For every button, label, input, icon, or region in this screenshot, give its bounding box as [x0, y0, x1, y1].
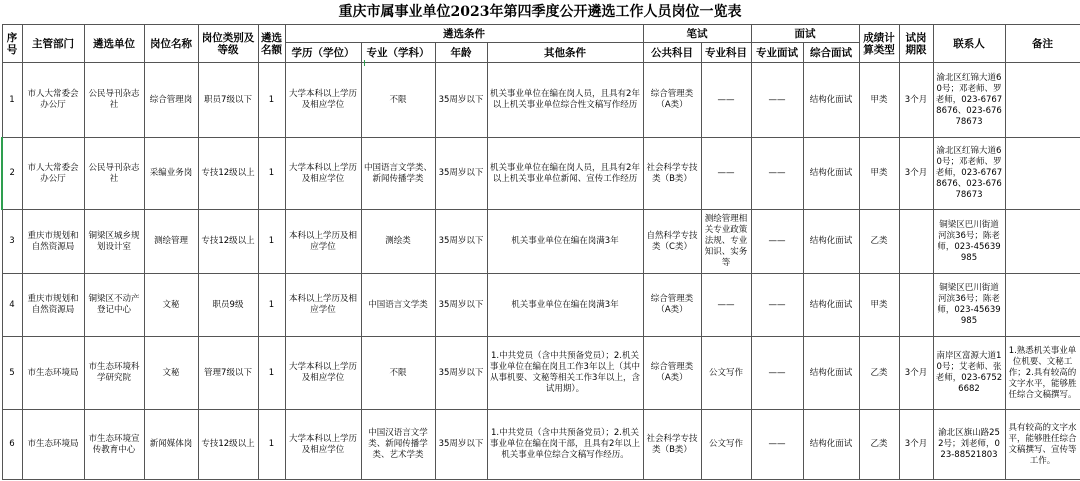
cell-pro-subject: —— — [701, 138, 751, 210]
cell-quota: 1 — [258, 138, 285, 210]
cell-seq: 4 — [2, 274, 22, 337]
cell-trial: 3个月 — [899, 138, 933, 210]
cell-edu: 大学本科以上学历及相应学位 — [285, 337, 361, 410]
cell-major: 中国语言文学类、新闻传播学类 — [361, 138, 435, 210]
cell-contact: 南岸区富源大道10号；艾老师、张老师，023-67526682 — [933, 337, 1005, 410]
cell-trial: 3个月 — [899, 410, 933, 480]
header-unit: 遴选单位 — [84, 25, 144, 63]
cell-unit: 铜梁区不动产登记中心 — [84, 274, 144, 337]
header-category: 岗位类别及等级 — [198, 25, 258, 63]
cell-edu: 大学本科以上学历及相应学位 — [285, 410, 361, 480]
header-notes: 备注 — [1005, 25, 1080, 63]
header-conditions: 遴选条件 — [285, 25, 643, 43]
header-quota: 遴选名额 — [258, 25, 285, 63]
cell-edu: 大学本科以上学历及相应学位 — [285, 138, 361, 210]
page-title: 重庆市属事业单位2023年第四季度公开遴选工作人员岗位一览表 — [338, 4, 742, 20]
cell-category: 职员7级以下 — [198, 63, 258, 138]
cell-comp-interview: 结构化面试 — [803, 410, 859, 480]
header-pro-subject: 专业科目 — [701, 43, 751, 63]
cell-age: 35周岁以下 — [435, 63, 487, 138]
table-row — [2, 337, 1080, 410]
cell-age: 35周岁以下 — [435, 337, 487, 410]
header-comp-interview: 综合面试 — [803, 43, 859, 63]
cell-seq: 5 — [2, 337, 22, 410]
cell-other: 1.中共党员（含中共预备党员）；2.机关事业单位在编在岗干部，且具有2年以上机关事业单位综合文稿写作经历。 — [487, 410, 643, 480]
cell-notes — [1005, 274, 1080, 337]
cell-seq: 1 — [2, 63, 22, 138]
cell-comp-interview: 结构化面试 — [803, 274, 859, 337]
cell-major: 中国语言文学类 — [361, 274, 435, 337]
cell-unit: 市生态环境科学研究院 — [84, 337, 144, 410]
cell-pro-interview: —— — [751, 138, 803, 210]
cell-notes — [1005, 138, 1080, 210]
cell-pro-subject: 公文写作 — [701, 337, 751, 410]
cell-post: 采编业务岗 — [144, 138, 198, 210]
cell-dept: 市生态环境局 — [22, 410, 84, 480]
cell-post: 文秘 — [144, 337, 198, 410]
cell-unit: 铜梁区城乡规划设计室 — [84, 210, 144, 274]
cell-comp-interview: 结构化面试 — [803, 63, 859, 138]
cell-major: 不限 — [361, 337, 435, 410]
table-row — [2, 274, 1080, 337]
header-age: 年龄 — [435, 43, 487, 63]
cell-other: 机关事业单位在编在岗人员，且具有2年以上机关事业单位综合性文稿写作经历 — [487, 63, 643, 138]
cell-seq: 6 — [2, 410, 22, 480]
cell-notes — [1005, 63, 1080, 138]
cell-pro-interview: —— — [751, 337, 803, 410]
cell-unit: 公民导刊杂志社 — [84, 138, 144, 210]
cell-edu: 大学本科以上学历及相应学位 — [285, 63, 361, 138]
cell-other: 机关事业单位在编在岗满3年 — [487, 274, 643, 337]
cell-dept: 重庆市规划和自然资源局 — [22, 274, 84, 337]
cell-pro-subject: 测绘管理相关专业政策法规、专业知识、实务等 — [701, 210, 751, 274]
cell-major: 测绘类 — [361, 210, 435, 274]
positions-table — [1, 24, 1080, 480]
cell-major: 中国汉语言文学类、新闻传播学类、艺术学类 — [361, 410, 435, 480]
header-interview: 面试 — [751, 25, 859, 43]
cell-trial — [899, 274, 933, 337]
cell-pro-interview: —— — [751, 274, 803, 337]
cell-pro-interview: —— — [751, 210, 803, 274]
cell-score-type: 乙类 — [859, 410, 899, 480]
header-dept: 主管部门 — [22, 25, 84, 63]
cell-notes — [1005, 210, 1080, 274]
cell-pro-interview: —— — [751, 63, 803, 138]
cell-post: 综合管理岗 — [144, 63, 198, 138]
cell-category: 专技12级以上 — [198, 138, 258, 210]
cell-age: 35周岁以下 — [435, 410, 487, 480]
table-row — [2, 63, 1080, 138]
table-row — [2, 410, 1080, 480]
cell-notes: 具有较高的文字水平，能够胜任综合文稿撰写、宣传等工作。 — [1005, 410, 1080, 480]
cell-notes: 1.熟悉机关事业单位机要、文秘工作；2.具有较高的文字水平，能够胜任综合文稿撰写。 — [1005, 337, 1080, 410]
cell-post: 文秘 — [144, 274, 198, 337]
cell-category: 专技12级以上 — [198, 410, 258, 480]
cell-seq: 2 — [2, 138, 22, 210]
cell-category: 职员9级 — [198, 274, 258, 337]
cell-contact: 渝北区红锦大道60号；邓老师、罗老师，023-67678676、023-67678673 — [933, 63, 1005, 138]
header-written: 笔试 — [643, 25, 751, 43]
cell-comp-interview: 结构化面试 — [803, 210, 859, 274]
cell-pro-interview: —— — [751, 410, 803, 480]
cell-major: 不限 — [361, 63, 435, 138]
cell-quota: 1 — [258, 63, 285, 138]
cell-trial: 3个月 — [899, 337, 933, 410]
cell-post: 测绘管理 — [144, 210, 198, 274]
cell-trial: 3个月 — [899, 63, 933, 138]
cell-post: 新闻媒体岗 — [144, 410, 198, 480]
cell-score-type: 乙类 — [859, 337, 899, 410]
cell-unit: 市生态环境宣传教育中心 — [84, 410, 144, 480]
cell-contact: 渝北区旗山路252号；刘老师，023-88521803 — [933, 410, 1005, 480]
cell-quota: 1 — [258, 410, 285, 480]
cell-pro-subject: —— — [701, 63, 751, 138]
cell-score-type: 甲类 — [859, 274, 899, 337]
cell-contact: 铜梁区巴川街道河滨36号；陈老师，023-45639985 — [933, 274, 1005, 337]
cell-pro-subject: 公文写作 — [701, 410, 751, 480]
cell-quota: 1 — [258, 274, 285, 337]
table-row — [2, 138, 1080, 210]
cell-public-subject: 社会科学专技类（B类） — [643, 410, 701, 480]
cell-comp-interview: 结构化面试 — [803, 337, 859, 410]
header-public-subject: 公共科目 — [643, 43, 701, 63]
cell-contact: 铜梁区巴川街道河滨36号；陈老师，023-45639985 — [933, 210, 1005, 274]
cell-age: 35周岁以下 — [435, 138, 487, 210]
cell-trial — [899, 210, 933, 274]
cell-contact: 渝北区红锦大道60号；邓老师、罗老师，023-67678676、023-67678673 — [933, 138, 1005, 210]
cell-public-subject: 综合管理类（A类） — [643, 63, 701, 138]
header-post: 岗位名称 — [144, 25, 198, 63]
cell-dept: 重庆市规划和自然资源局 — [22, 210, 84, 274]
header-pro-interview: 专业面试 — [751, 43, 803, 63]
cell-cursor-marker — [364, 60, 365, 66]
table-row — [2, 210, 1080, 274]
cell-public-subject: 综合管理类（A类） — [643, 337, 701, 410]
cell-other: 1.中共党员（含中共预备党员）；2.机关事业单位在编在岗且工作3年以上（其中从事机要、文秘等相关工作3年以上，含试用期）。 — [487, 337, 643, 410]
header-contact: 联系人 — [933, 25, 1005, 63]
header-other: 其他条件 — [487, 43, 643, 63]
cell-dept: 市人大常委会办公厅 — [22, 63, 84, 138]
cell-comp-interview: 结构化面试 — [803, 138, 859, 210]
header-major: 专业（学科） — [361, 43, 435, 63]
cell-quota: 1 — [258, 210, 285, 274]
cell-age: 35周岁以下 — [435, 210, 487, 274]
cell-pro-subject: —— — [701, 274, 751, 337]
cell-category: 专技12级以上 — [198, 210, 258, 274]
cell-other: 机关事业单位在编在岗人员，且具有2年以上机关事业单位新闻、宣传工作经历 — [487, 138, 643, 210]
cell-dept: 市人大常委会办公厅 — [22, 138, 84, 210]
header-row-1 — [2, 25, 1080, 43]
cell-score-type: 甲类 — [859, 138, 899, 210]
cell-other: 机关事业单位在编在岗满3年 — [487, 210, 643, 274]
cell-edu: 本科以上学历及相应学位 — [285, 274, 361, 337]
header-trial: 试岗期限 — [899, 25, 933, 63]
cell-age: 35周岁以下 — [435, 274, 487, 337]
header-edu: 学历（学位） — [285, 43, 361, 63]
cell-edu: 本科以上学历及相应学位 — [285, 210, 361, 274]
cell-public-subject: 综合管理类（A类） — [643, 274, 701, 337]
cell-seq: 3 — [2, 210, 22, 274]
cell-quota: 1 — [258, 337, 285, 410]
header-score-type: 成绩计算类型 — [859, 25, 899, 63]
cell-unit: 公民导刊杂志社 — [84, 63, 144, 138]
cell-public-subject: 自然科学专技类（C类） — [643, 210, 701, 274]
header-seq: 序号 — [2, 25, 22, 63]
cell-dept: 市生态环境局 — [22, 337, 84, 410]
cell-score-type: 甲类 — [859, 63, 899, 138]
cell-public-subject: 社会科学专技类（B类） — [643, 138, 701, 210]
cell-category: 管理7级以下 — [198, 337, 258, 410]
cell-score-type: 乙类 — [859, 210, 899, 274]
